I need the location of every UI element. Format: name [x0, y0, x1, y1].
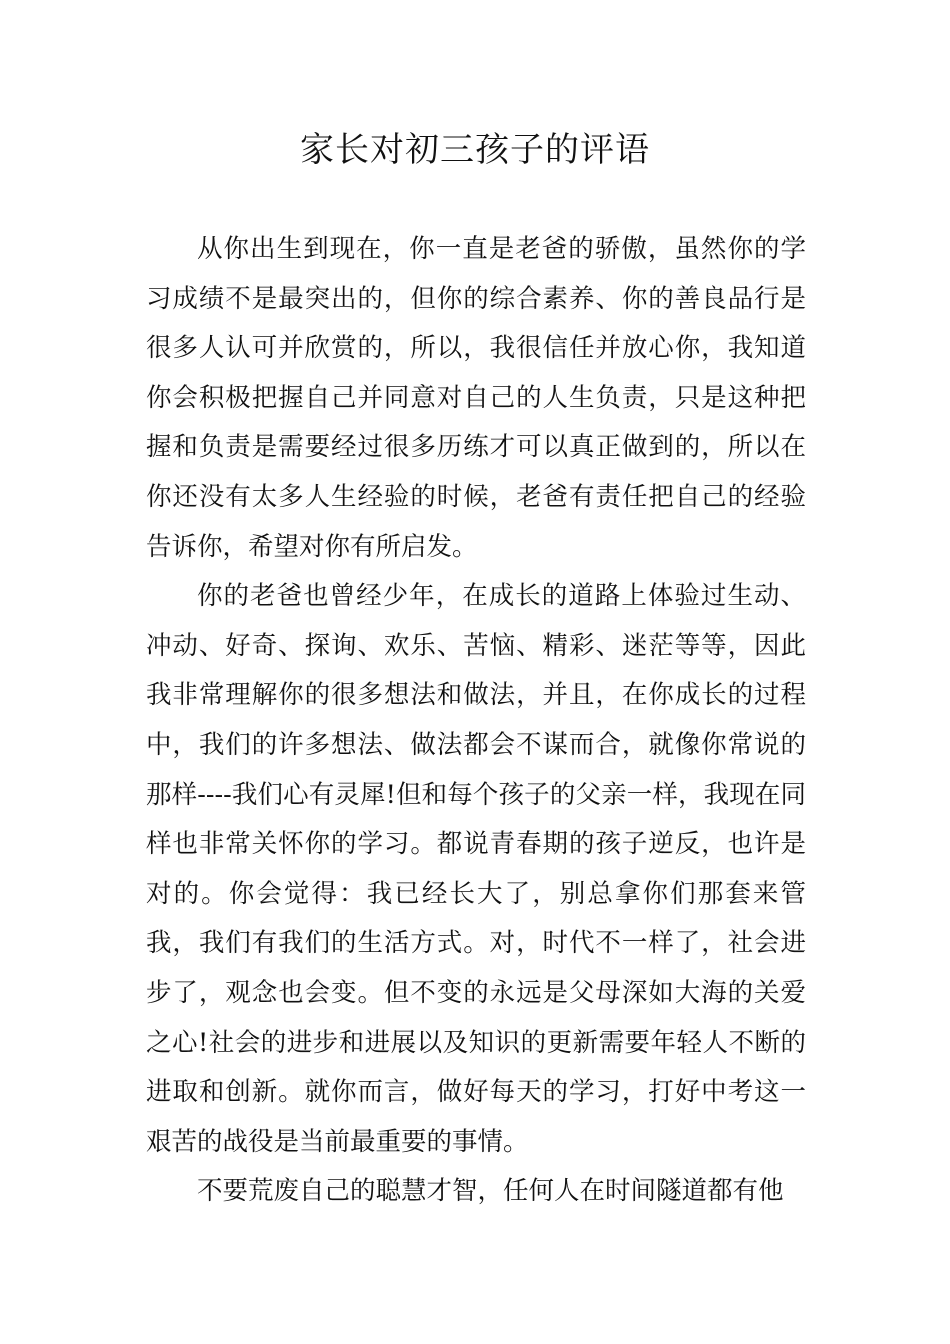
document-title: 家长对初三孩子的评语: [300, 130, 650, 170]
document-body: [146, 225, 806, 1217]
paragraph-2: 你的老爸也曾经少年，在成长的道路上体验过生动、冲动、好奇、探询、欢乐、苦恼、精彩、迷茫等等，因此我非常理解你的很多想法和做法，并且，在你成长的过程中，我们的许多想法、做法都会不谋而合，就像你常说的那样----我们心有灵犀!但和每个孩子的父亲一样，我现在同样也非常关怀你的学习。都说青春期的孩子逆反，也许是对的。你会觉得：我已经长大了，别总拿你们那套来管我，我们有我们的生活方式。对，时代不一样了，社会进步了，观念也会变。但不变的永远是父母深如大海的关爱之心!社会的进步和进展以及知识的更新需要年轻人不断的进取和创新。就你而言，做好每天的学习，打好中考这一艰苦的战役是当前最重要的事情。: [146, 581, 806, 1157]
paragraph-1: 从你出生到现在，你一直是老爸的骄傲，虽然你的学习成绩不是最突出的，但你的综合素养、你的善良品行是很多人认可并欣赏的，所以，我很信任并放心你，我知道你会积极把握自己并同意对自己的人生负责，只是这种把握和负责是需要经过很多历练才可以真正做到的，所以在你还没有太多人生经验的时候，老爸有责任把自己的经验告诉你，希望对你有所启发。: [146, 234, 806, 562]
paragraph-3: 不要荒废自己的聪慧才智，任何人在时间隧道都有他: [197, 1176, 784, 1207]
